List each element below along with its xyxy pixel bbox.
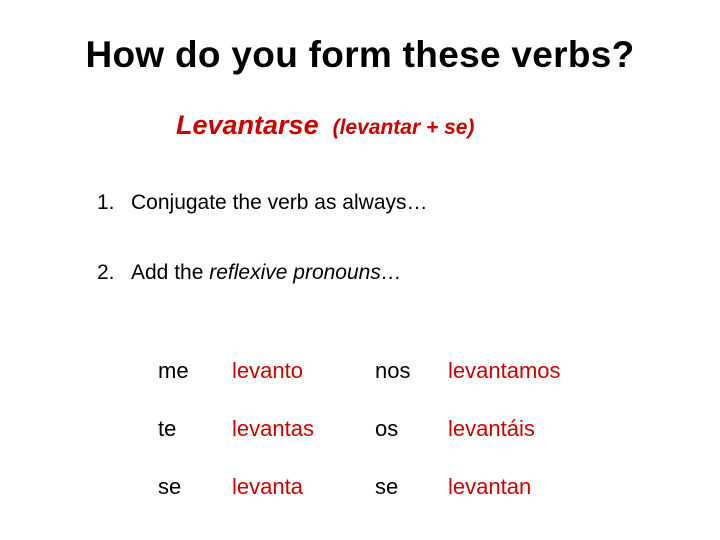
slide-title: How do you form these verbs? [85, 34, 635, 75]
form-plural-1: levantamos [448, 358, 561, 383]
step-2-emphasis: reflexive pronouns [209, 261, 381, 284]
pronoun-singular-1: me [158, 358, 189, 383]
step-1 [97, 191, 428, 215]
step-2 [97, 261, 402, 285]
pronoun-singular-3: se [158, 474, 182, 499]
form-singular-3: levanta [232, 474, 303, 499]
form-plural-3: levantan [448, 474, 532, 499]
verb-formula: (levantar + se) [332, 116, 475, 139]
pronoun-plural-1: nos [375, 358, 411, 383]
step-2-text-before: Add the [131, 261, 210, 284]
step-1-number: 1. [97, 191, 115, 214]
form-plural-2: levantáis [448, 416, 535, 441]
form-singular-2: levantas [232, 416, 314, 441]
pronoun-plural-3: se [375, 474, 399, 499]
pronoun-singular-2: te [158, 416, 177, 441]
step-2-text-after: … [380, 261, 402, 284]
pronoun-plural-2: os [375, 416, 399, 441]
form-singular-1: levanto [232, 358, 303, 383]
step-2-number: 2. [97, 261, 115, 284]
step-1-text: Conjugate the verb as always… [131, 191, 428, 214]
verb-infinitive: Levantarse [176, 110, 319, 140]
verb-heading [176, 110, 474, 141]
